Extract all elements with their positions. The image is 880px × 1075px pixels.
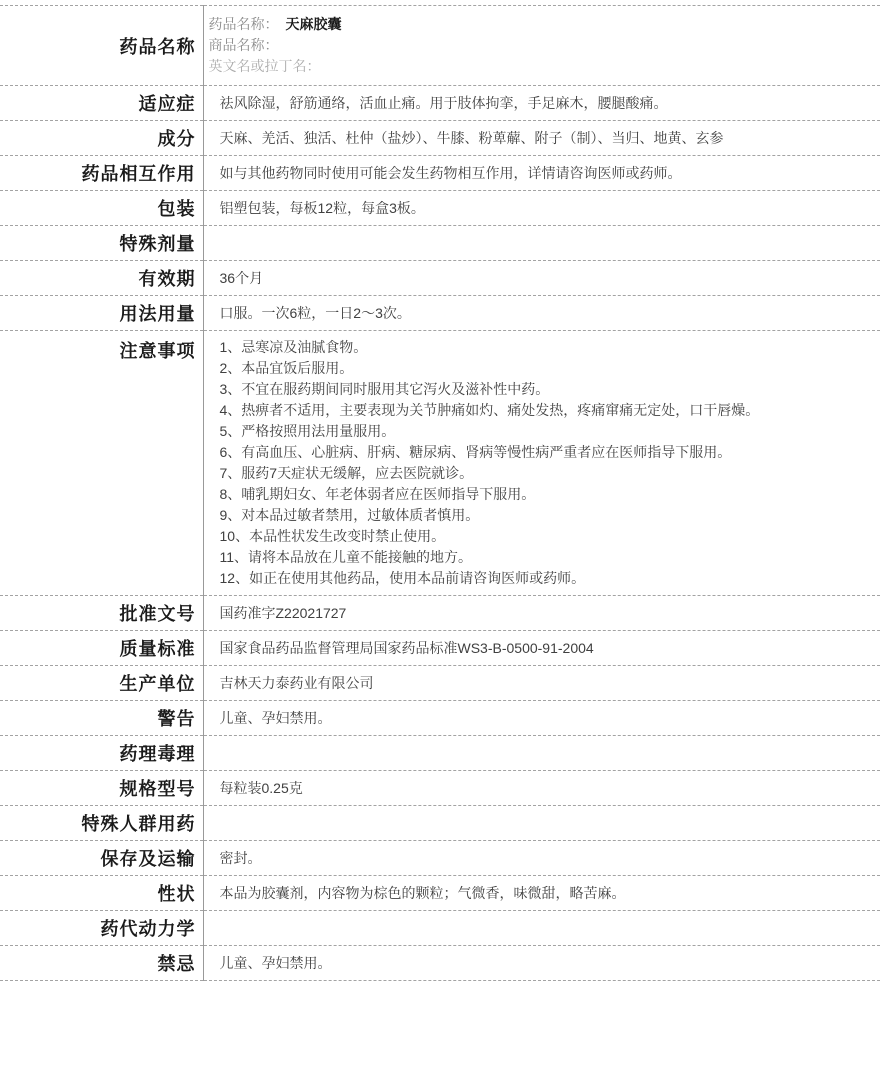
row-label: 药品相互作用 xyxy=(0,156,203,191)
row-label: 质量标准 xyxy=(0,631,203,666)
drug-name-line xyxy=(209,14,871,35)
row-label: 包装 xyxy=(0,191,203,226)
row-interactions xyxy=(0,156,880,191)
row-packaging xyxy=(0,191,880,226)
precaution-item: 6、有高血压、心脏病、肝病、糖尿病、肾病等慢性病严重者应在医师指导下服用。 xyxy=(219,444,732,460)
row-value xyxy=(203,736,880,771)
row-label: 警告 xyxy=(0,701,203,736)
row-dosage-usage xyxy=(0,296,880,331)
row-label: 用法用量 xyxy=(0,296,203,331)
row-value xyxy=(203,6,880,86)
row-label: 药代动力学 xyxy=(0,911,203,946)
row-value: 每粒装0.25克 xyxy=(203,771,880,806)
row-value xyxy=(203,911,880,946)
row-value: 本品为胶囊剂，内容物为棕色的颗粒；气微香，味微甜，略苦麻。 xyxy=(203,876,880,911)
drug-name-prefix: 药品名称： xyxy=(208,16,279,32)
row-value: 口服。一次6粒，一日2～3次。 xyxy=(203,296,880,331)
precaution-item: 8、哺乳期妇女、年老体弱者应在医师指导下服用。 xyxy=(219,486,536,502)
row-label: 注意事项 xyxy=(0,331,203,596)
precaution-item: 12、如正在使用其他药品，使用本品前请咨询医师或药师。 xyxy=(219,570,586,586)
row-specification xyxy=(0,771,880,806)
row-description xyxy=(0,876,880,911)
row-value: 如与其他药物同时使用可能会发生药物相互作用，详情请咨询医师或药师。 xyxy=(203,156,880,191)
precaution-item: 7、服药7天症状无缓解，应去医院就诊。 xyxy=(219,465,474,481)
row-value: 儿童、孕妇禁用。 xyxy=(203,701,880,736)
row-value: 祛风除湿，舒筋通络，活血止痛。用于肢体拘挛，手足麻木，腰腿酸痛。 xyxy=(203,86,880,121)
precaution-item: 9、对本品过敏者禁用，过敏体质者慎用。 xyxy=(219,507,480,523)
row-value xyxy=(203,226,880,261)
row-value: 36个月 xyxy=(203,261,880,296)
row-label: 有效期 xyxy=(0,261,203,296)
row-value: 密封。 xyxy=(203,841,880,876)
precaution-item: 1、忌寒凉及油腻食物。 xyxy=(219,339,368,355)
row-label: 禁忌 xyxy=(0,946,203,981)
row-value xyxy=(203,331,880,596)
row-value: 铝塑包装，每板12粒，每盒3板。 xyxy=(203,191,880,226)
precaution-item: 2、本品宜饭后服用。 xyxy=(219,360,354,376)
drug-name-value: 天麻胶囊 xyxy=(285,16,342,32)
row-storage-transport xyxy=(0,841,880,876)
row-warning xyxy=(0,701,880,736)
row-special-populations xyxy=(0,806,880,841)
precaution-item: 10、本品性状发生改变时禁止使用。 xyxy=(219,528,446,544)
row-value: 天麻、羌活、独活、杜仲（盐炒）、牛膝、粉萆薢、附子（制）、当归、地黄、玄参 xyxy=(203,121,880,156)
row-manufacturer xyxy=(0,666,880,701)
row-label: 特殊剂量 xyxy=(0,226,203,261)
row-label: 生产单位 xyxy=(0,666,203,701)
precaution-item: 4、热痹者不适用，主要表现为关节肿痛如灼、痛处发热，疼痛窜痛无定处，口干唇燥。 xyxy=(219,402,760,418)
trade-name-line xyxy=(209,35,871,56)
row-label: 成分 xyxy=(0,121,203,156)
precaution-item: 5、严格按照用法用量服用。 xyxy=(219,423,396,439)
row-pharmacology-toxicology xyxy=(0,736,880,771)
row-contraindications xyxy=(0,946,880,981)
row-quality-standard xyxy=(0,631,880,666)
row-approval-number xyxy=(0,596,880,631)
row-indications xyxy=(0,86,880,121)
row-label: 药理毒理 xyxy=(0,736,203,771)
english-name-prefix: 英文名或拉丁名： xyxy=(208,58,321,74)
row-label: 特殊人群用药 xyxy=(0,806,203,841)
trade-name-prefix: 商品名称： xyxy=(208,37,279,53)
row-special-dosage xyxy=(0,226,880,261)
drug-info-table xyxy=(0,5,880,981)
row-drug-name xyxy=(0,6,880,86)
row-precautions xyxy=(0,331,880,596)
row-label: 保存及运输 xyxy=(0,841,203,876)
row-value: 国家食品药品监督管理局国家药品标准WS3-B-0500-91-2004 xyxy=(203,631,880,666)
row-ingredients xyxy=(0,121,880,156)
precaution-item: 11、请将本品放在儿童不能接触的地方。 xyxy=(219,549,473,565)
english-name-line xyxy=(209,56,871,77)
row-label: 药品名称 xyxy=(0,6,203,86)
precaution-item: 3、不宜在服药期间同时服用其它泻火及滋补性中药。 xyxy=(219,381,550,397)
row-label: 性状 xyxy=(0,876,203,911)
row-shelf-life xyxy=(0,261,880,296)
row-value: 国药准字Z22021727 xyxy=(203,596,880,631)
row-label: 批准文号 xyxy=(0,596,203,631)
row-value: 儿童、孕妇禁用。 xyxy=(203,946,880,981)
row-pharmacokinetics xyxy=(0,911,880,946)
row-value: 吉林天力泰药业有限公司 xyxy=(203,666,880,701)
row-label: 规格型号 xyxy=(0,771,203,806)
row-label: 适应症 xyxy=(0,86,203,121)
row-value xyxy=(203,806,880,841)
